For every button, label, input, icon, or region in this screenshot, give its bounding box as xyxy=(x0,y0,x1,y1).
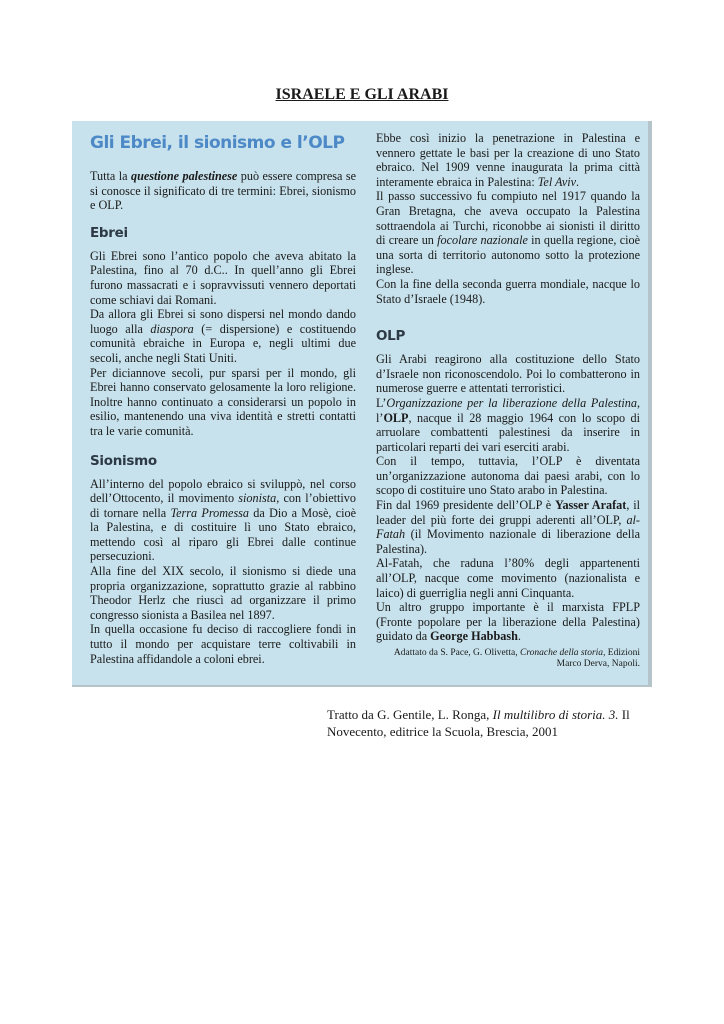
sionismo-paragraph-2: Alla fine del XIX secolo, il sionismo si diede una propria organizzazione, soprattutto grazie al rabbino Theodor Herlz che riuscì ad organizzare il primo congresso sionista a Basilea nel 1897. xyxy=(90,564,356,622)
olp-paragraph-6: Un altro gruppo importante è il marxista FPLP (Fronte popolare per la liberazione della Palestina) guidato da George Habbash. xyxy=(376,600,640,644)
section-heading-olp: OLP xyxy=(376,328,406,345)
olp-paragraph-3: Con il tempo, tuttavia, l’OLP è diventata un’organizzazione autonoma dai paesi arabi, con lo scopo di costituire uno Stato arabo in Palestina. xyxy=(376,454,640,498)
ebrei-paragraph-2: Da allora gli Ebrei si sono dispersi nel mondo dando luogo alla diaspora (= dispersione) e costituendo comunità ebraiche in Europa e, negli ultimi due secoli, anche negli Stati Uniti. xyxy=(90,307,356,365)
israel-paragraph: Con la fine della seconda guerra mondiale, nacque lo Stato d’Israele (1948). xyxy=(376,276,640,306)
ebrei-paragraph-3: Per diciannove secoli, pur sparsi per il mondo, gli Ebrei hanno conservato gelosamente la loro religione. Inoltre hanno continuato a considerarsi un popolo in esilio, mantenendo una viva identità e stretti contatti tra le varie comunità. xyxy=(90,365,356,438)
sionismo-paragraph-3: In quella occasione fu deciso di raccogliere fondi in tutto il mondo per acquistare terre coltivabili in Palestina affidandole a coloni ebrei. xyxy=(90,622,356,666)
scanned-textbook-box xyxy=(72,121,652,687)
bibliographic-caption: Tratto da G. Gentile, L. Ronga, Il multilibro di storia. 3. Il Novecento, editrice la Scuola, Brescia, 2001 xyxy=(327,707,630,739)
box-heading: Gli Ebrei, il sionismo e l’OLP xyxy=(90,133,345,153)
olp-paragraph-4: Fin dal 1969 presidente dell’OLP è Yasser Arafat, il leader del più forte dei gruppi aderenti all’OLP, al-Fatah (il Movimento nazionale di liberazione della Palestina). xyxy=(376,498,640,556)
penetration-paragraph: Ebbe così inizio la penetrazione in Palestina e vennero gettate le basi per la creazione di uno Stato ebraico. Nel 1909 venne inaugurata la prima città interamente ebraica in Palestina: Tel Aviv. xyxy=(376,131,640,189)
right-column xyxy=(376,121,640,680)
left-column xyxy=(90,121,356,666)
balfour-paragraph: Il passo successivo fu compiuto nel 1917 quando la Gran Bretagna, che aveva occupato la Palestina sottraendola ai Turchi, riconobbe ai sionisti il diritto di creare un focolare nazionale in quella regione, cioè una sorta di territorio autonomo sotto la protezione inglese. xyxy=(376,189,640,277)
document-title: ISRAELE E GLI ARABI xyxy=(275,86,449,103)
section-heading-sionismo: Sionismo xyxy=(90,452,157,469)
olp-paragraph-5: Al-Fatah, che raduna l’80% degli appartenenti all’OLP, nacque come movimento (nazionalista e laico) di guerriglia negli anni Cinquanta. xyxy=(376,556,640,600)
section-heading-ebrei: Ebrei xyxy=(90,224,128,241)
source-credit: Adattato da S. Pace, G. Olivetta, Cronache della storia, Edizioni Marco Derva, Napoli. xyxy=(393,648,640,669)
olp-paragraph-1: Gli Arabi reagirono alla costituzione dello Stato d’Israele non riconoscendolo. Poi lo combatterono in numerose guerre e attentati terroristici. xyxy=(376,352,640,396)
intro-paragraph: Tutta la questione palestinese può essere compresa se si conosce il significato di tre termini: Ebrei, sionismo e OLP. xyxy=(90,169,356,213)
olp-paragraph-2: L’Organizzazione per la liberazione della Palestina, l’OLP, nacque il 28 maggio 1964 con lo scopo di arruolare combattenti palestinesi da inserire in particolari reparti dei vari eserciti arabi. xyxy=(376,395,640,454)
ebrei-paragraph-1: Gli Ebrei sono l’antico popolo che aveva abitato la Palestina, fino al 70 d.C.. In quell’anno gli Ebrei furono massacrati e i sopravvissuti vennero deportati come schiavi dai Romani. xyxy=(90,248,356,307)
sionismo-paragraph-1: All’interno del popolo ebraico si sviluppò, nel corso dell’Ottocento, il movimento sionista, con l’obiettivo di tornare nella Terra Promessa da Dio a Mosè, cioè la Palestina, e di costituire lì uno Stato ebraico, mettendo così al riparo gli Ebrei dalle continue persecuzioni. xyxy=(90,476,356,564)
